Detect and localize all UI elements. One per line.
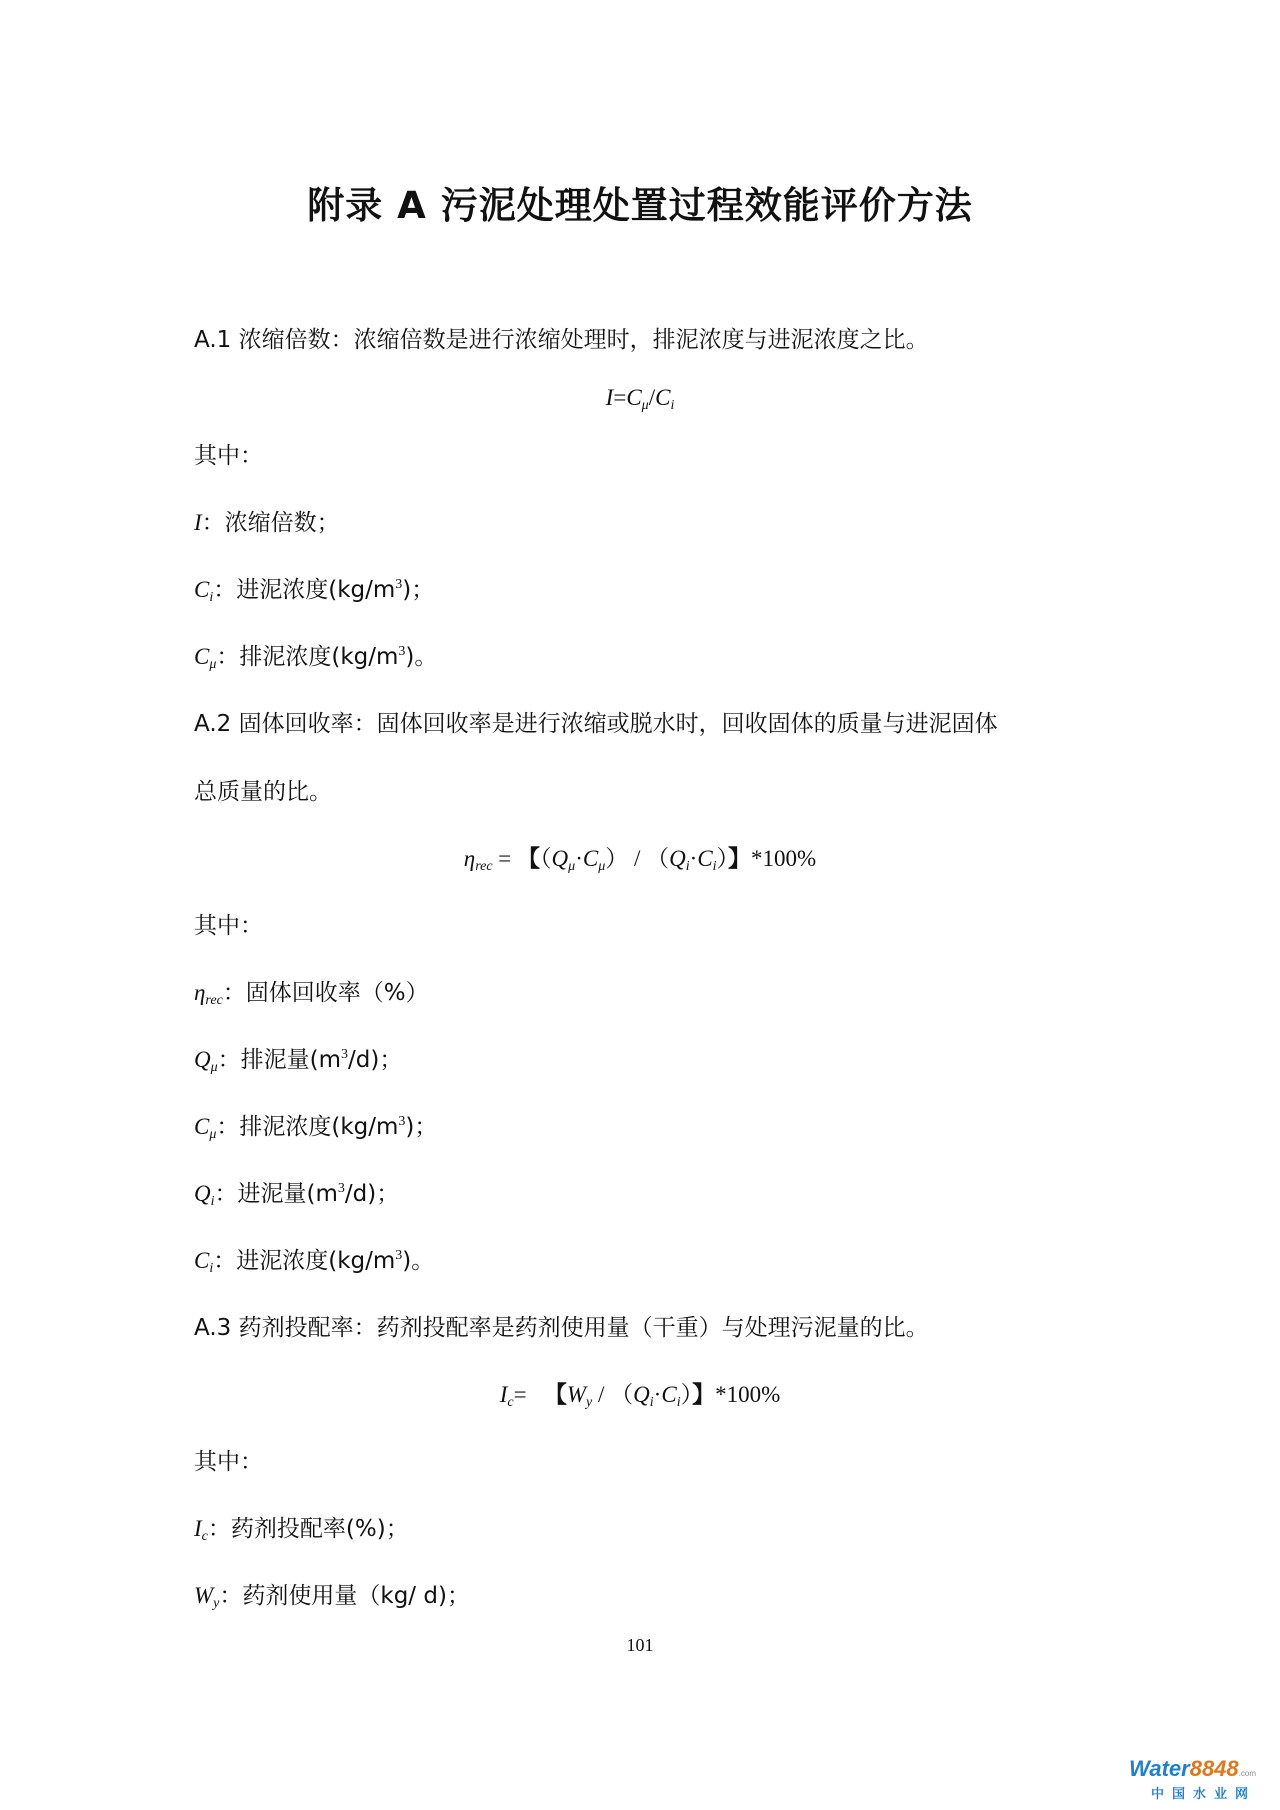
section-a2-heading-line2: 总质量的比。	[194, 779, 332, 805]
formula-a2-eq: =	[492, 846, 518, 871]
def-symbol-sub: i	[210, 1194, 215, 1209]
def-symbol: C	[194, 644, 210, 669]
def-tail: /d)；	[348, 1047, 403, 1073]
def-text: ：排泥浓度(kg/m	[216, 644, 399, 670]
def-text: ：药剂投配率(%)；	[207, 1516, 409, 1542]
formula-a2-q1: Q	[551, 846, 569, 871]
def-text: ：固体回收率（%）	[222, 980, 429, 1006]
def-sup: 3	[398, 644, 406, 659]
formula-a2-open-bracket: 【	[517, 846, 541, 871]
def-sup: 3	[337, 1181, 345, 1196]
formula-a1-lhs: I	[605, 385, 614, 410]
formula-a1-c1-sub: μ	[641, 398, 649, 413]
def-a2-3	[194, 1176, 399, 1212]
def-text: ：进泥浓度(kg/m	[213, 1248, 396, 1274]
def-text: ：药剂使用量（kg/ d)；	[219, 1583, 470, 1609]
watermark-domain: .com	[1238, 1769, 1256, 1778]
def-symbol-sub: μ	[210, 1060, 218, 1075]
def-symbol: C	[194, 1248, 210, 1273]
def-symbol: C	[194, 1114, 210, 1139]
def-text: ：浓缩倍数；	[201, 510, 340, 536]
def-symbol-sub: i	[209, 1261, 214, 1276]
section-a3-heading: A.3 药剂投配率：药剂投配率是药剂使用量（干重）与处理污泥量的比。	[194, 1315, 929, 1341]
formula-a3-c-sub: i	[676, 1395, 681, 1410]
formula-a2-q2-sub: i	[685, 859, 690, 874]
formula-a2-close-bracket: 】	[728, 846, 752, 871]
def-sup: 3	[341, 1047, 349, 1062]
def-tail: )。	[402, 1248, 435, 1274]
def-symbol: η	[194, 980, 206, 1005]
formula-a2-c1-sub: μ	[598, 859, 606, 874]
formula-a2-c1: C	[582, 846, 599, 871]
def-a2-2	[194, 1109, 437, 1145]
def-tail: )；	[402, 577, 435, 603]
formula-a3-dot: ·	[653, 1382, 662, 1407]
def-a3-0	[194, 1511, 409, 1547]
def-text: ：排泥浓度(kg/m	[216, 1114, 399, 1140]
formula-a2-paren: （	[540, 846, 552, 871]
def-symbol: I	[194, 510, 202, 535]
page-number: 101	[626, 1635, 654, 1655]
formula-a3-lhs: I	[499, 1382, 508, 1407]
formula-a3-c: C	[661, 1382, 677, 1407]
def-a3-1	[194, 1578, 470, 1614]
formula-a3-close-bracket: 】	[692, 1382, 716, 1407]
formula-a3	[0, 1377, 1280, 1413]
formula-a2-lhs: η	[463, 846, 476, 871]
formula-a3-open-bracket: 【	[543, 1382, 567, 1407]
def-a1-2	[194, 639, 437, 675]
formula-a2-dot: ·	[689, 846, 698, 871]
watermark-brand-b: 8848	[1189, 1756, 1239, 1781]
def-text: ：进泥浓度(kg/m	[213, 577, 396, 603]
section-a3-where: 其中：	[194, 1449, 263, 1475]
formula-a2-c2: C	[697, 846, 713, 871]
watermark-brand-a: Water	[1128, 1756, 1190, 1781]
formula-a1-c1: C	[626, 385, 642, 410]
watermark-brand	[1128, 1756, 1256, 1787]
formula-a3-q: Q	[633, 1382, 650, 1407]
formula-a2-paren: ）	[716, 846, 729, 871]
formula-a3-w-sub: y	[586, 1395, 593, 1410]
formula-a1-eq: =	[613, 385, 627, 410]
def-symbol-sub: c	[201, 1529, 208, 1544]
formula-a2-dot: ·	[575, 846, 583, 871]
formula-a1	[0, 380, 1280, 416]
formula-a3-q-sub: i	[649, 1395, 654, 1410]
def-symbol: I	[194, 1516, 202, 1541]
def-text: ：排泥量(m	[217, 1047, 342, 1073]
def-a1-0	[194, 505, 340, 541]
def-symbol-sub: rec	[205, 993, 223, 1008]
formula-a2-paren: （	[646, 846, 670, 871]
formula-a3-eq: =	[513, 1382, 544, 1407]
formula-a3-tail: *100%	[715, 1382, 781, 1407]
def-a2-1	[194, 1042, 402, 1078]
formula-a2-c2-sub: i	[712, 859, 717, 874]
page-title: 附录 A 污泥处理处置过程效能评价方法	[307, 184, 973, 227]
def-text: ：进泥量(m	[214, 1181, 338, 1207]
def-symbol-sub: μ	[209, 657, 217, 672]
formula-a2-q1-sub: μ	[568, 859, 576, 874]
formula-a1-c2-sub: i	[670, 398, 675, 413]
formula-a3-paren: （	[610, 1382, 634, 1407]
def-symbol: W	[194, 1583, 214, 1608]
def-tail: /d)；	[344, 1181, 400, 1207]
formula-a3-w: W	[566, 1382, 587, 1407]
formula-a3-slash: /	[592, 1382, 611, 1407]
def-sup: 3	[395, 1248, 403, 1263]
formula-a2-lhs-sub: rec	[475, 859, 493, 874]
watermark-logo	[1128, 1756, 1256, 1802]
formula-a1-slash: /	[648, 385, 656, 410]
def-symbol: C	[194, 577, 210, 602]
section-a2-where: 其中：	[194, 913, 263, 939]
section-a2-heading-line1: A.2 固体回收率：固体回收率是进行浓缩或脱水时，回收固体的质量与进泥固体	[194, 711, 998, 737]
formula-a3-paren: ）	[680, 1382, 693, 1407]
def-symbol-sub: y	[213, 1596, 220, 1611]
section-a1-where: 其中：	[194, 443, 263, 469]
watermark-subtitle: 中国水业网	[1150, 1787, 1256, 1802]
section-a1-heading: A.1 浓缩倍数：浓缩倍数是进行浓缩处理时，排泥浓度与进泥浓度之比。	[194, 327, 929, 353]
formula-a1-c2: C	[655, 385, 671, 410]
def-tail: )。	[405, 644, 438, 670]
def-a2-0	[194, 975, 429, 1011]
def-sup: 3	[395, 577, 403, 592]
formula-a3-lhs-sub: c	[507, 1395, 514, 1410]
def-symbol-sub: μ	[209, 1127, 217, 1142]
formula-a2-paren: ）	[605, 846, 629, 871]
def-a1-1	[194, 572, 434, 608]
formula-a2	[0, 841, 1280, 877]
def-tail: )；	[405, 1114, 438, 1140]
def-symbol: Q	[194, 1181, 211, 1206]
def-symbol: Q	[194, 1047, 211, 1072]
def-a2-4	[194, 1243, 434, 1279]
def-sup: 3	[398, 1114, 406, 1129]
formula-a2-tail: *100%	[751, 846, 817, 871]
formula-a2-q2: Q	[669, 846, 686, 871]
def-symbol-sub: i	[209, 590, 214, 605]
formula-a2-slash: /	[628, 846, 647, 871]
